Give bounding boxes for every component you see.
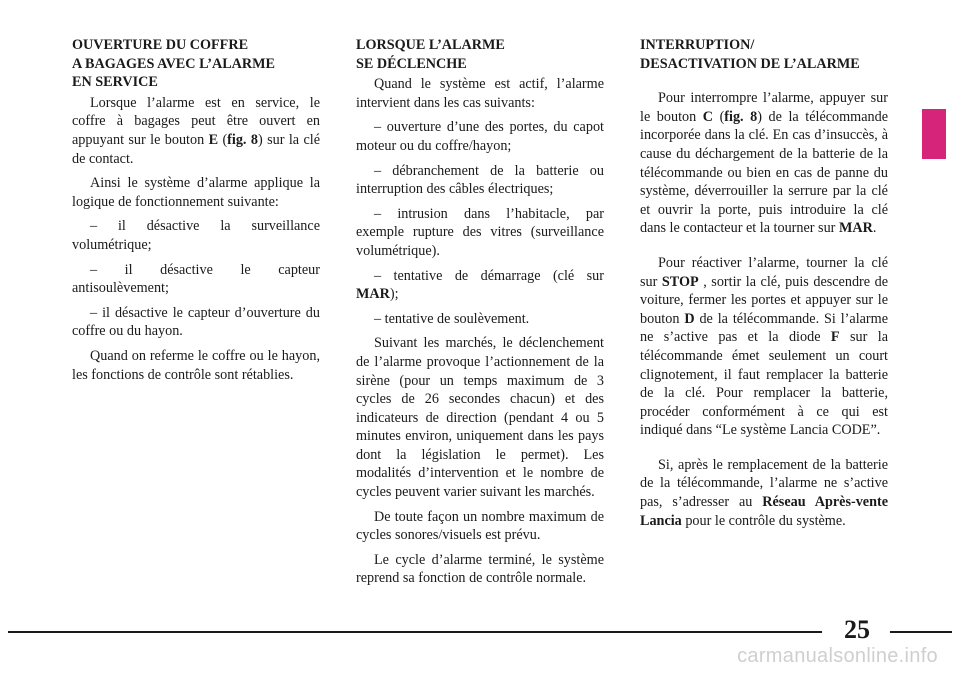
list-item: – ouverture d’une des portes, du capot moteur ou du coffre/hayon; <box>356 119 604 154</box>
paragraph: Pour interrompre l’alarme, appuyer sur le bouton C (fig. 8) de la télécommande incorporée dans la clé. En cas d’insuccès, à cause du déchargement de la batterie de la télécommande ou bien en cas de panne du système, déverrouiller la serrure par la clé et ouvrir la porte, puis introduire la clé dans le contacteur et la tourner sur MAR. <box>640 90 889 237</box>
page-number: 25 <box>844 615 870 644</box>
column-declenchement <box>356 36 604 594</box>
column-interruption <box>640 36 888 536</box>
footer-rule-left <box>8 631 822 633</box>
paragraph: Pour réactiver l’alarme, tourner la clé sur STOP , sortir la clé, puis descendre de voiture, fermer les portes et appuyer sur le bouton D de la télécommande. Si l’alarme ne s’active pas et la diode F sur la télécommande émet seulement un court clignotement, il faut remplacer la batterie de la clé. Pour remplacer la batterie, procéder conformément à ce qui est indiqué dans “Le système Lancia CODE”. <box>640 254 888 439</box>
paragraph: Suivant les marchés, le déclenchement de l’alarme provoque l’actionnement de la sirène (pour un temps maximum de 3 cycles de 26 secondes chacun) et des indicateurs de direction (pendant 4 ou 5 minutes environ, uniquement dans les pays dont la législation le permet). Les modalités d’intervention et le nombre de cycles peuvent varier suivant les marchés. <box>356 335 604 501</box>
paragraph: Ainsi le système d’alarme applique la logique de fonctionnement suivante: <box>72 175 320 210</box>
list-item: – tentative de soulèvement. <box>374 310 530 327</box>
paragraph: Si, après le remplacement de la batterie de la télécommande, l’alarme ne s’active pas, s’adresser au Réseau Après-vente Lancia pour le contrôle du système. <box>640 456 889 529</box>
list-item: – il désactive le capteur antisoulèvement; <box>72 261 320 297</box>
paragraph: Lorsque l’alarme est en service, le coffre à bagages peut être ouvert en appuyant sur le bouton E (fig. 8) sur la clé de contact. <box>72 94 320 167</box>
list-item: – il désactive le capteur d’ouverture du coffre ou du hayon. <box>72 304 320 340</box>
list-item: – intrusion dans l’habitacle, par exemple rupture des vitres (surveillance volumétrique). <box>356 205 604 259</box>
heading-coffre: OUVERTURE DU COFFRE A BAGAGES AVEC L’ALARME EN SERVICE <box>72 37 276 91</box>
paragraph: Quand on referme le coffre ou le hayon, les fonctions de contrôle sont rétablies. <box>72 347 320 383</box>
paragraph: De toute façon un nombre maximum de cycles sonores/visuels est prévu. <box>356 508 604 544</box>
paragraph: Quand le système est actif, l’alarme intervient dans les cas suivants: <box>356 76 604 111</box>
list-item: – débranchement de la batterie ou interruption des câbles électriques; <box>356 162 604 198</box>
paragraph: Le cycle d’alarme terminé, le système reprend sa fonction de contrôle normale. <box>356 551 604 587</box>
footer-rule-right <box>890 631 952 633</box>
list-item: – tentative de démarrage (clé sur MAR); <box>356 267 604 303</box>
list-item: – il désactive la surveillance volumétrique; <box>72 218 320 253</box>
column-coffre <box>72 36 320 390</box>
heading-declenchement: LORSQUE L’ALARME SE DÉCLENCHE <box>356 37 505 72</box>
heading-interruption: INTERRUPTION/ DESACTIVATION DE L’ALARME <box>640 37 860 72</box>
section-tab-marker <box>922 109 946 159</box>
watermark: carmanualsonline.info <box>737 645 938 667</box>
